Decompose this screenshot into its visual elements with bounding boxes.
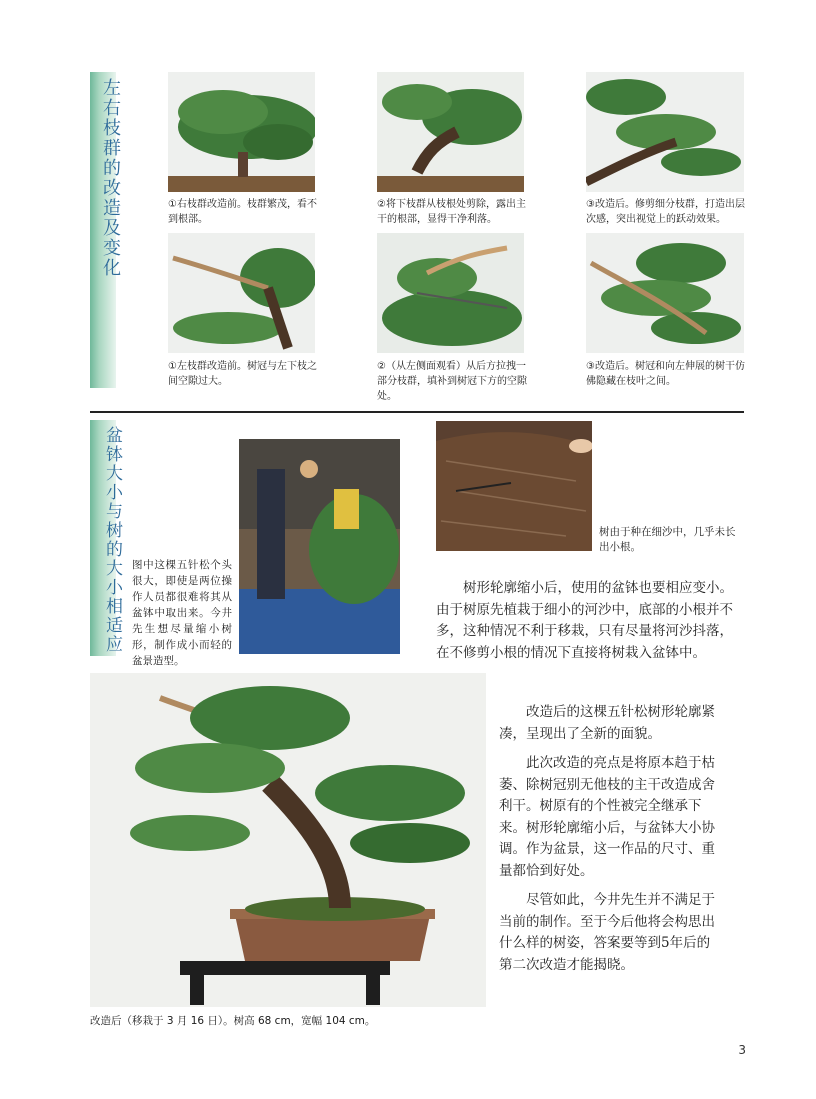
photo-left-before: [168, 233, 315, 353]
final-paragraph-2: 此次改造的亮点是将原本趋于枯萎、除树冠别无他枝的主干改造成舍利干。树原有的个性被完全继承下来。树形轮廓缩小后，与盆钵大小协调。作为盆景，这一作品的尺寸、重量都恰到好处。: [499, 755, 715, 879]
final-text-block: [499, 702, 721, 984]
caption-right-before: ①右枝群改造前。枝群繁茂，看不到根部。: [168, 199, 317, 225]
caption-right-pruned: ②将下枝群从枝根处剪除，露出主干的根部，显得干净利落。: [377, 199, 526, 225]
section1-title: 左右枝群的改造及变化: [100, 78, 121, 278]
caption-left-after: ③改造后。树冠和向左伸展的树干仿佛隐藏在枝叶之间。: [586, 361, 745, 387]
caption-left-pulled: ②（从左侧面观看）从后方拉拽一部分枝群，填补到树冠下方的空隙处。: [377, 361, 527, 402]
photo-right-pruned: [377, 72, 524, 192]
photo-left-after: [586, 233, 744, 353]
final-paragraph-3: 尽管如此，今井先生并不满足于当前的制作。至于今后他将会构思出什么样的树姿，答案要等到5年后的第二次改造才能揭晓。: [499, 892, 715, 973]
caption-left-before: ①左枝群改造前。树冠与左下枝之间空隙过大。: [168, 361, 317, 387]
roots-caption: 树由于种在细沙中，几乎未长出小根。: [599, 526, 736, 553]
section2-intro-caption: 图中这棵五针松个头很大，即使是两位操作人员都很难将其从盆钵中取出来。今井先生想尽量缩小树形，制作成小而轻的盆景造型。: [132, 559, 232, 667]
photo-right-after: [586, 72, 744, 192]
photo-removing-tree: [239, 439, 400, 654]
photo-right-before: [168, 72, 315, 192]
caption-right-after: ③改造后。修剪细分枝群，打造出层次感，突出视觉上的跃动效果。: [586, 199, 745, 225]
photo-final-bonsai: [90, 673, 486, 1007]
photo-left-pulled: [377, 233, 524, 353]
section2-paragraph: [436, 578, 746, 672]
photo-roots-closeup: [436, 421, 592, 551]
section-divider: [90, 411, 744, 413]
final-photo-caption: 改造后（移栽于 3 月 16 日）。树高 68 cm，宽幅 104 cm。: [90, 1015, 376, 1027]
page-number: 3: [738, 1043, 746, 1057]
section2-paragraph-text: 树形轮廓缩小后，使用的盆钵也要相应变小。由于树原先植栽于细小的河沙中，底部的小根并不多，这种情况不利于移栽，只有尽量将河沙抖落，在不修剪小根的情况下直接将树栽入盆钵中。: [436, 580, 733, 661]
section2-title: 盆钵大小与树的大小相适应: [102, 426, 122, 654]
final-paragraph-1: 改造后的这棵五针松树形轮廓紧凑，呈现出了全新的面貌。: [499, 704, 715, 742]
